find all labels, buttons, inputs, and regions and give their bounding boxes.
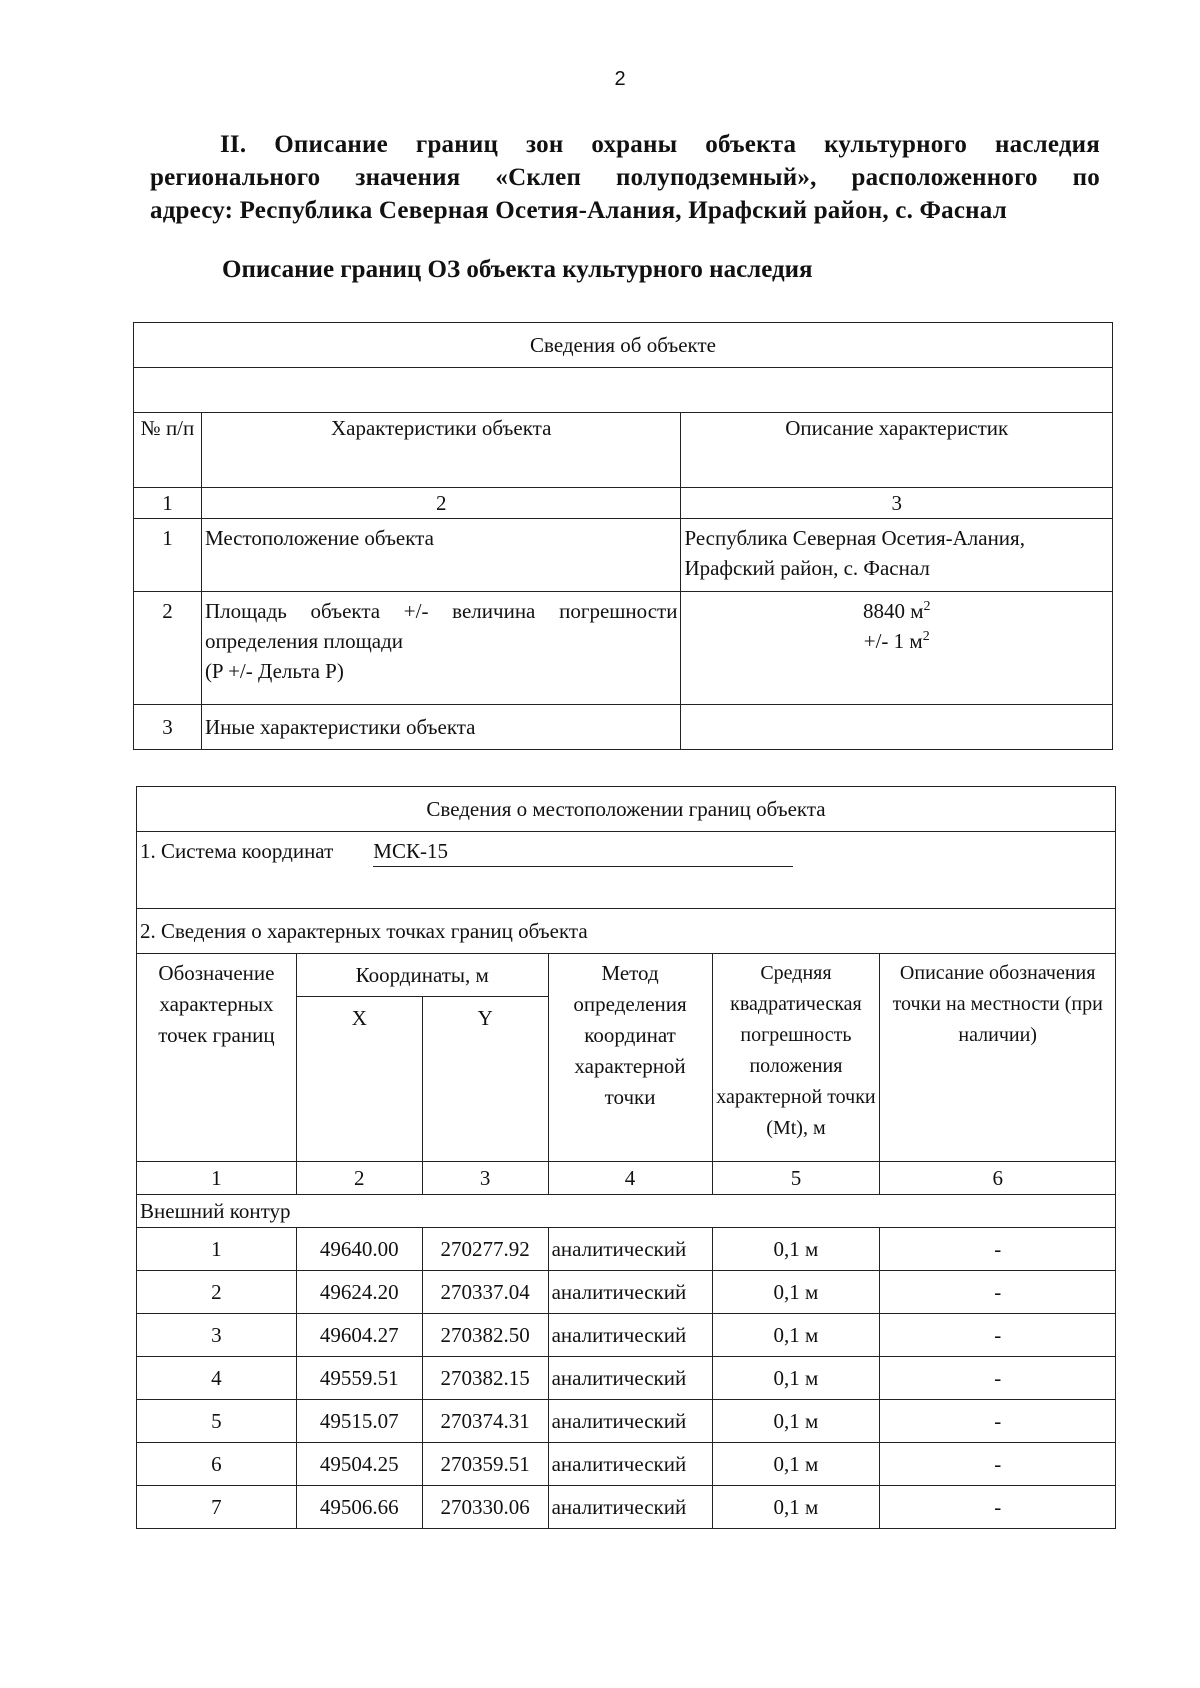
- table-row: [137, 1314, 1116, 1357]
- header-description: Описание характеристик: [681, 413, 1113, 488]
- point-desc: -: [880, 1314, 1116, 1357]
- header-num: № п/п: [134, 413, 202, 488]
- table-row: [137, 1443, 1116, 1486]
- row-name-line: Площадь объекта +/- величина погрешности: [204, 599, 678, 623]
- superscript: 2: [923, 599, 931, 614]
- header-x: X: [296, 997, 422, 1162]
- point-method: аналитический: [548, 1443, 712, 1486]
- point-error: 0,1 м: [712, 1400, 880, 1443]
- section-title-line-1: II. Описание границ зон охраны объекта культурного наследия: [220, 131, 1100, 158]
- header-error: Средняя квадратическая погрешность положения характерной точки (Mt), м: [712, 954, 880, 1162]
- section-title: [150, 128, 1100, 227]
- empty-row: [134, 368, 1113, 413]
- coord-system-label: 1. Система координат: [140, 839, 334, 863]
- row-value-line: Республика Северная Осетия-Алания,: [684, 526, 1025, 550]
- point-x: 49624.20: [296, 1271, 422, 1314]
- point-error: 0,1 м: [712, 1271, 880, 1314]
- object-info-title: Сведения об объекте: [134, 323, 1113, 368]
- table-row: [137, 1357, 1116, 1400]
- coord-system-value: МСК-15: [373, 836, 793, 867]
- point-y: 270277.92: [422, 1228, 548, 1271]
- point-desc: -: [880, 1228, 1116, 1271]
- point-error: 0,1 м: [712, 1443, 880, 1486]
- header-desc: Описание обозначения точки на местности (при наличии): [880, 954, 1116, 1162]
- point-y: 270382.50: [422, 1314, 548, 1357]
- point-x: 49504.25: [296, 1443, 422, 1486]
- row-num: 2: [134, 592, 202, 705]
- subtitle: Описание границ ОЗ объекта культурного наследия: [222, 256, 813, 283]
- index-cell: 3: [681, 488, 1113, 519]
- point-number: 4: [137, 1357, 297, 1400]
- row-name-line: определения площади: [204, 629, 404, 653]
- row-name: [201, 592, 681, 705]
- row-value-line: Ирафский район, с. Фаснал: [684, 556, 930, 580]
- header-characteristics: Характеристики объекта: [201, 413, 681, 488]
- superscript: 2: [922, 629, 930, 644]
- section-title-line-2: регионального значения «Склеп полуподземный», расположенного по: [150, 164, 1100, 191]
- point-y: 270374.31: [422, 1400, 548, 1443]
- header-coords: Координаты, м: [296, 954, 548, 997]
- row-name: Местоположение объекта: [201, 519, 681, 592]
- area-value: 8840 м: [862, 599, 924, 623]
- area-error: +/- 1 м: [863, 629, 923, 653]
- page-number: 2: [614, 68, 626, 90]
- table-row: [137, 1271, 1116, 1314]
- point-x: 49559.51: [296, 1357, 422, 1400]
- header-designation: Обозначение характерных точек границ: [137, 954, 297, 1162]
- row-value: [681, 519, 1113, 592]
- point-number: 1: [137, 1228, 297, 1271]
- section-title-line-3: адресу: Республика Северная Осетия-Алания, Ирафский район, с. Фаснал: [150, 197, 1007, 224]
- point-error: 0,1 м: [712, 1314, 880, 1357]
- point-error: 0,1 м: [712, 1486, 880, 1529]
- point-x: 49640.00: [296, 1228, 422, 1271]
- row-num: 1: [134, 519, 202, 592]
- point-desc: -: [880, 1357, 1116, 1400]
- location-info-title: Сведения о местоположении границ объекта: [137, 787, 1116, 832]
- point-number: 3: [137, 1314, 297, 1357]
- table-row: [137, 1228, 1116, 1271]
- row-value: [681, 592, 1113, 705]
- header-method: Метод определения координат характерной точки: [548, 954, 712, 1162]
- point-x: 49515.07: [296, 1400, 422, 1443]
- header-y: Y: [422, 997, 548, 1162]
- point-y: 270337.04: [422, 1271, 548, 1314]
- point-number: 2: [137, 1271, 297, 1314]
- row-name-line: (P +/- Дельта P): [204, 659, 344, 683]
- point-method: аналитический: [548, 1228, 712, 1271]
- index-cell: 6: [880, 1162, 1116, 1195]
- index-cell: 1: [137, 1162, 297, 1195]
- row-value: [681, 705, 1113, 750]
- point-error: 0,1 м: [712, 1228, 880, 1271]
- index-cell: 4: [548, 1162, 712, 1195]
- point-error: 0,1 м: [712, 1357, 880, 1400]
- point-method: аналитический: [548, 1271, 712, 1314]
- index-cell: 5: [712, 1162, 880, 1195]
- point-x: 49506.66: [296, 1486, 422, 1529]
- point-method: аналитический: [548, 1486, 712, 1529]
- point-number: 6: [137, 1443, 297, 1486]
- index-cell: 2: [296, 1162, 422, 1195]
- index-cell: 2: [201, 488, 681, 519]
- point-method: аналитический: [548, 1400, 712, 1443]
- point-y: 270330.06: [422, 1486, 548, 1529]
- point-method: аналитический: [548, 1357, 712, 1400]
- point-desc: -: [880, 1486, 1116, 1529]
- contour-label: Внешний контур: [137, 1195, 1116, 1228]
- index-cell: 3: [422, 1162, 548, 1195]
- point-y: 270359.51: [422, 1443, 548, 1486]
- point-method: аналитический: [548, 1314, 712, 1357]
- point-desc: -: [880, 1271, 1116, 1314]
- row-name: Иные характеристики объекта: [201, 705, 681, 750]
- table-row: [137, 1486, 1116, 1529]
- point-desc: -: [880, 1443, 1116, 1486]
- row-num: 3: [134, 705, 202, 750]
- point-number: 5: [137, 1400, 297, 1443]
- index-cell: 1: [134, 488, 202, 519]
- points-body: [137, 1228, 1116, 1529]
- point-desc: -: [880, 1400, 1116, 1443]
- point-x: 49604.27: [296, 1314, 422, 1357]
- location-info-table: [136, 786, 1116, 1529]
- coord-system-row: [137, 832, 1116, 909]
- point-y: 270382.15: [422, 1357, 548, 1400]
- point-number: 7: [137, 1486, 297, 1529]
- points-label: 2. Сведения о характерных точках границ объекта: [137, 909, 1116, 954]
- table-row: [137, 1400, 1116, 1443]
- object-info-table: [133, 322, 1113, 750]
